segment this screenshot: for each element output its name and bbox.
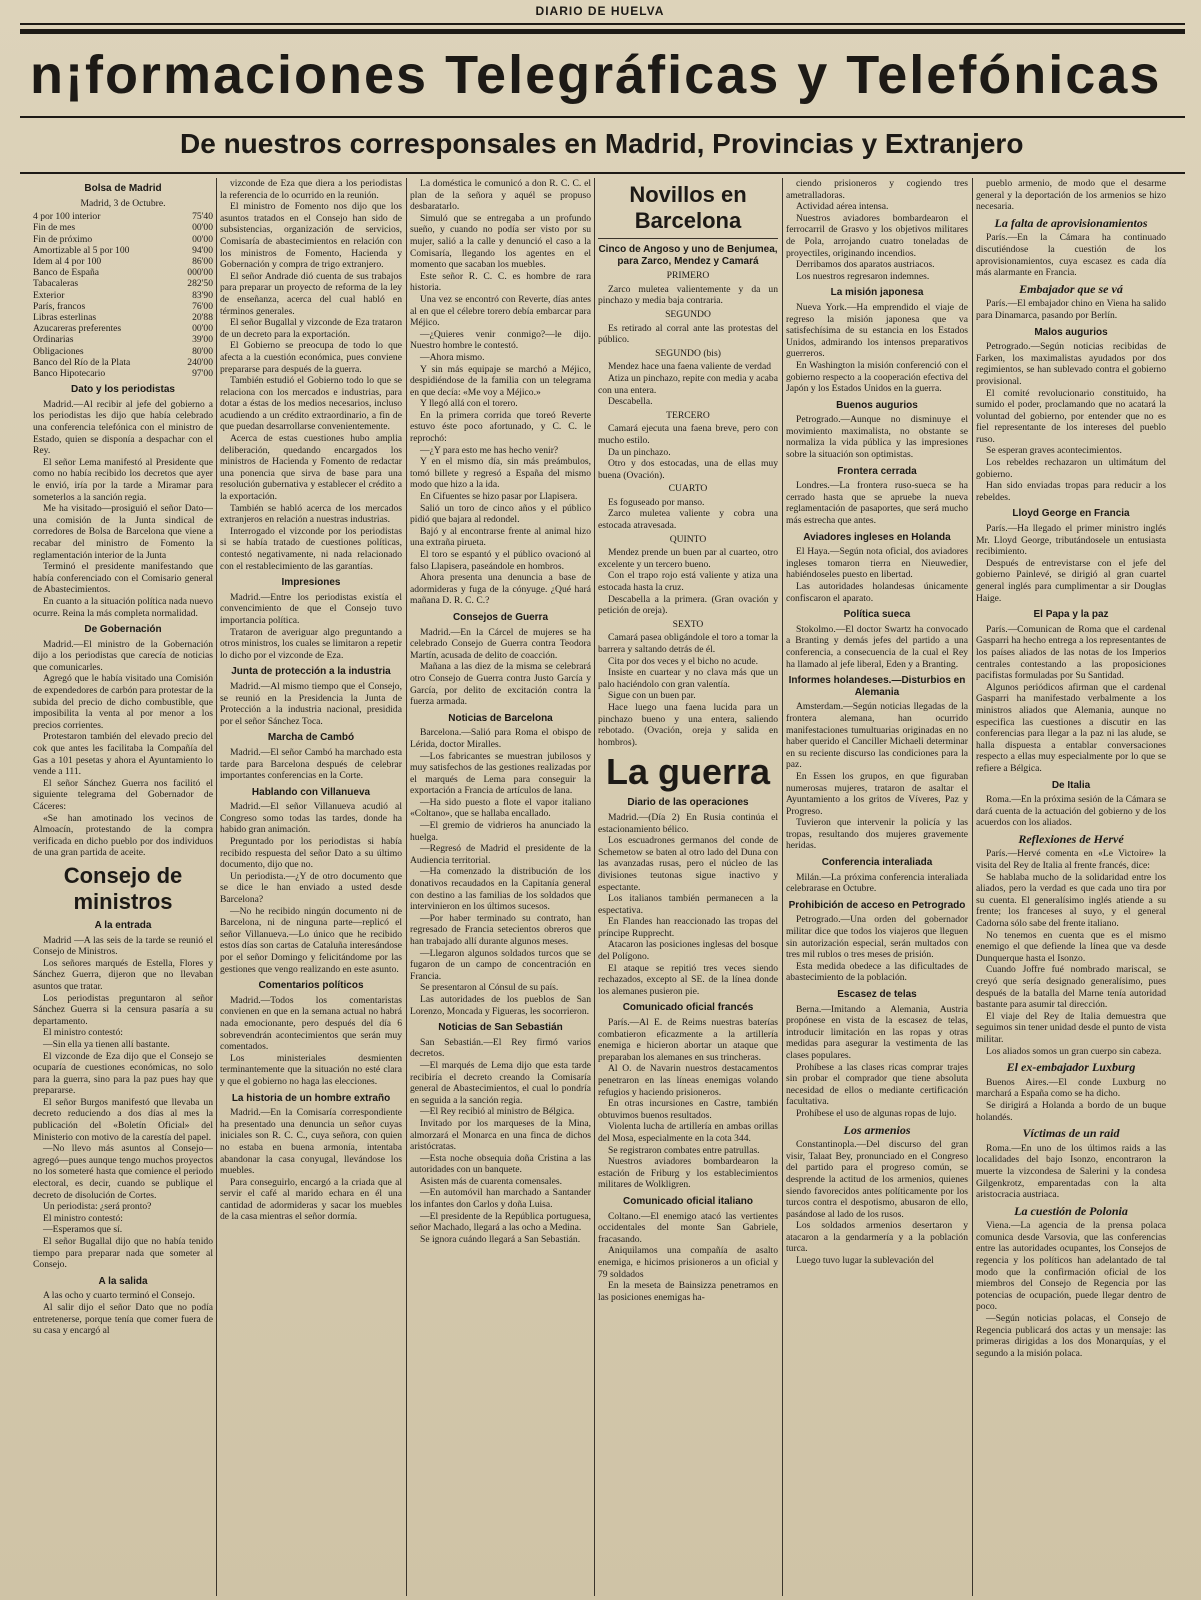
paragraph: El señor Sánchez Guerra nos facilitó el siguiente telegrama del Gobernador de Cáceres: xyxy=(33,777,213,813)
paragraph: En otras incursiones en Castre, también obtuvimos buenos resultados. xyxy=(598,1098,778,1121)
paragraph: Madrid.—(Día 2) En Rusia continúa el estacionamiento bélico. xyxy=(598,811,778,835)
paragraph: Atiza un pinchazo, repite con media y acaba con una entera. xyxy=(598,372,778,396)
stock-name: Idem al 4 por 100 xyxy=(33,256,102,267)
stock-value: 240'00 xyxy=(187,356,213,368)
table-row xyxy=(33,301,213,312)
paragraph: El ataque se repitió tres veces siendo rechazados, excepto al SE. de la línea donde los alemanes pusieron pie. xyxy=(598,962,778,997)
paragraph: Otro y dos estocadas, una de ellas muy buena (Ovación). xyxy=(598,458,778,481)
paragraph: Una vez se encontró con Reverte, días antes al en que el célebre torero debía embarcar para Méjico. xyxy=(410,293,591,329)
paragraph: Descabella. xyxy=(608,396,653,408)
paragraph: Nuestros aviadores bombardearon la estación de Friburg y los establecimientos militares de Wolkligren. xyxy=(598,1156,778,1191)
paragraph: Aniquilamos una compañía de asalto enemiga, e hicimos prisioneros a un oficial y 79 soldados xyxy=(598,1245,778,1280)
stock-name: Banco del Río de la Plata xyxy=(33,356,131,368)
paragraph: Tuvieron que intervenir la policía y las tropas, resultando dos mujeres gravemente heridas. xyxy=(786,817,968,852)
paragraph: Las autoridades de los pueblos de San Lorenzo, Moncada y Figueras, les socorrieron. xyxy=(410,993,591,1017)
paragraph: Zarco muletea valiente y cobra una estocada atravesada. xyxy=(598,508,778,532)
table-row xyxy=(33,290,213,301)
section-heading: Embajador que se vá xyxy=(1019,281,1123,296)
paragraph: —Los fabricantes se muestran jubilosos y muy satisfechos de las gestiones realizadas por el marqués de Lema para conseguir la exportación a Francia de artículos de lana. xyxy=(410,750,591,797)
section-heading: Comunicado oficial francés xyxy=(622,1002,754,1014)
paragraph: Roma.—En uno de los últimos raids a las localidades del bajo Isonzo, encontraron la muerte la vizcondesa de Salerini y la condesa Gilgenkrotz, emparentadas con la alta aristocracia austriaca. xyxy=(976,1142,1166,1201)
paragraph: ciendo prisioneros y cogiendo tres ametralladoras. xyxy=(786,178,968,201)
table-row xyxy=(33,368,213,379)
paragraph: Hace luego una faena lucida para un pinchazo bueno y una entera, saliendo rebotado. (Ovación, oreja y salida en hombros). xyxy=(598,701,778,748)
bull-title: PRIMERO xyxy=(666,270,710,282)
bull-title: QUINTO xyxy=(669,533,707,545)
paragraph: Buenos Aires.—El conde Luxburg no marchará a España como se ha dicho. xyxy=(976,1076,1166,1100)
section-heading: La cuestión de Polonia xyxy=(1014,1203,1128,1218)
paragraph: Camará pasea obligándole el toro a tomar la barrera y saltando detrás de él. xyxy=(598,632,778,655)
section-heading: Lloyd George en Francia xyxy=(1012,508,1130,520)
stock-value: 39'00 xyxy=(192,334,213,346)
paragraph: París.—Comunican de Roma que el cardenal Gasparri ha hecho entrega a los representantes de los países aliados de las notas de los Imperios centrales contestando a las proposiciones pacifistas formuladas por Su Santidad. xyxy=(976,623,1166,682)
paragraph: Madrid.—En la Cárcel de mujeres se ha celebrado Consejo de Guerra contra Teodora Martín, acusada de delito de coacción. xyxy=(410,626,591,661)
paragraph: Preguntado por los periodistas si había recibido respuesta del señor Dato a su último documento, dijo que no. xyxy=(220,836,402,871)
paragraph: Camará ejecuta una faena breve, pero con mucho estilo. xyxy=(598,423,778,446)
paragraph: —Llegaron algunos soldados turcos que se fugaron de un campo de concentración en Francia. xyxy=(410,947,591,982)
paragraph: Y en el mismo día, sin más preámbulos, tomó billete y regresó a España del mismo modo que hizo a la ida. xyxy=(410,456,591,491)
paragraph: Atacaron las posiciones inglesas del bosque del Polígono. xyxy=(598,939,778,963)
paragraph: El señor Bugallal dijo que no había tenido tiempo para preparar nada que someter al Consejo. xyxy=(33,1236,213,1271)
paragraph: Stokolmo.—El doctor Swartz ha convocado a Branting y demás jefes del partido a una conferencia, a consecuencia de la cual el Rey ha llamado al jefe liberal, Eden y a Branting. xyxy=(786,623,968,670)
bull-title: CUARTO xyxy=(668,483,708,495)
paragraph: Han sido enviadas tropas para reducir a los rebeldes. xyxy=(976,480,1166,503)
paragraph: En Essen los grupos, en que figuraban numerosas mujeres, trataron de asaltar el Ayuntamiento a los gritos de Víveres, Paz y Progreso. xyxy=(786,770,968,817)
section-heading: La misión japonesa xyxy=(830,287,924,299)
column-6 xyxy=(976,178,1166,1596)
main-headline: n¡formaciones Telegráficas y Telefónicas xyxy=(30,45,1162,105)
section-heading: Impresiones xyxy=(281,577,341,589)
paragraph: En la meseta de Bainsizza penetramos en las posiciones enemigas ha- xyxy=(598,1280,778,1303)
war-headline: La guerra xyxy=(605,751,771,793)
section-heading: Buenos augurios xyxy=(836,399,918,411)
paragraph: Se registraron combates entre patrullas. xyxy=(608,1144,760,1156)
paragraph: Cuando Joffre fué nombrado mariscal, se creyó que sería designado generalísimo, pues después de la batalla del Marne tenía autoridad bastante para asumir tal dirección. xyxy=(976,964,1166,1011)
section-heading-large: Consejo de ministros xyxy=(63,862,183,914)
table-row xyxy=(33,256,213,267)
paragraph: —¿Quieres venir conmigo?—le dijo. Nuestro hombre le contestó. xyxy=(410,328,591,352)
section-heading: El ex-embajador Luxburg xyxy=(1006,1060,1136,1075)
paragraph: Terminó el presidente manifestando que había conferenciado con el Comisario general de Abastecimientos. xyxy=(33,561,213,596)
paragraph: Cita por dos veces y el bicho no acude. xyxy=(608,655,758,667)
bull-title: SEGUNDO (bis) xyxy=(655,347,721,359)
paragraph: Un periodista: ¿será pronto? xyxy=(43,1201,152,1213)
section-heading: Reflexiones de Hervé xyxy=(1018,831,1124,846)
column-5 xyxy=(786,178,968,1596)
section-heading: Prohibición de acceso en Petrogrado xyxy=(788,899,966,911)
section-heading: La historia de un hombre extraño xyxy=(231,1092,391,1104)
table-row xyxy=(33,312,213,323)
paragraph: Nuestros aviadores bombardearon el ferrocarril de Grasvo y los objetivos militares de Pola, arrojando cuatro toneladas de proyectiles, originando incendios. xyxy=(786,212,968,259)
column-divider xyxy=(972,178,973,1596)
paragraph: Los italianos también permanecen a la espectativa. xyxy=(598,893,778,916)
stock-value: 83'90 xyxy=(192,289,213,301)
top-rule xyxy=(20,23,1185,25)
section-heading: Malos augurios xyxy=(1034,326,1108,338)
column-divider xyxy=(406,178,407,1596)
section-heading: Noticias de San Sebastián xyxy=(438,1022,563,1034)
paragraph: «Se han amotinado los vecinos de Almoacín, protestando de la compra verificada en dicho pueblo por dos individuos de una gran partida de aceite. xyxy=(33,812,213,859)
column-1 xyxy=(33,178,213,1596)
masthead: DIARIO DE HUELVA xyxy=(535,4,665,18)
section-heading: Informes holandeses.—Disturbios en Alemania xyxy=(788,675,966,698)
section-heading: A la entrada xyxy=(94,919,152,931)
paragraph: El toro se espantó y el público ovacionó al falso Llapisera, paseándole en hombros. xyxy=(410,549,591,572)
paragraph: Se dirigirá a Holanda a bordo de un buque holandés. xyxy=(976,1099,1166,1123)
section-heading-large: Novillos en Barcelona xyxy=(629,182,747,233)
section-heading: Comentarios políticos xyxy=(258,980,364,992)
stock-name: Tabacaleras xyxy=(33,278,79,290)
paragraph: París.—El embajador chino en Viena ha salido para Dinamarca, pasando por Berlín. xyxy=(976,298,1166,321)
sub-headline: De nuestros corresponsales en Madrid, Provincias y Extranjero xyxy=(180,128,1024,159)
headline-rule xyxy=(20,116,1185,118)
paragraph: Los nuestros regresaron indemnes. xyxy=(796,270,930,282)
paragraph: —Según noticias polacas, el Consejo de Regencia publicará dos actas y un mensaje: las primeras dirigidas a los dos Monarquías, y el segundo a la misión polaca. xyxy=(976,1313,1166,1359)
paragraph: Los soldados armenios desertaron y atacaron a la gendarmería y a la población turca. xyxy=(786,1220,968,1255)
paragraph: El ministro contestó: xyxy=(43,1027,123,1039)
paragraph: Amsterdam.—Según noticias llegadas de la frontera alemana, han ocurrido manifestaciones tumultuarias originadas en no haber querido el Canciller Michaeli determinar en su reciente discurso las condiciones para la paz. xyxy=(786,701,968,771)
paragraph: Barcelona.—Salió para Roma el obispo de Lérida, doctor Miralles. xyxy=(410,727,591,750)
paragraph: Viena.—La agencia de la prensa polaca comunica desde Varsovia, que las conferencias entre las autoridades ocupantes, los Consejos de regencia y los políticos han adelantado de tal modo que la confirmación oficial de los miembros del Consejo de Regencia por las potencias de ocupación, puede llegar dentro de poco. xyxy=(976,1220,1166,1313)
paragraph: Derribamos dos aparatos austriacos. xyxy=(796,259,935,271)
paragraph: —Esperamos que sí. xyxy=(43,1224,123,1236)
paragraph: vizconde de Eza que diera a los periodistas la referencia de lo ocurrido en la reunión. xyxy=(220,178,402,201)
column-2 xyxy=(220,178,402,1596)
section-heading: El Papa y la paz xyxy=(1033,609,1109,621)
stock-table xyxy=(33,211,213,379)
paragraph: Invitado por los marqueses de la Mina, almorzará el Monarca en una finca de dichos aristócratas. xyxy=(410,1117,591,1153)
paragraph: Las autoridades holandesas únicamente confiscaron el aparato. xyxy=(786,581,968,604)
paragraph: —En automóvil han marchado a Santander los infantes don Carlos y doña Luisa. xyxy=(410,1187,591,1211)
paragraph: A las ocho y cuarto terminó el Consejo. xyxy=(43,1290,195,1302)
paragraph: Los rebeldes rechazaron un ultimátum del gobierno. xyxy=(976,457,1166,480)
section-heading: De Italia xyxy=(1051,779,1091,791)
table-row xyxy=(33,211,213,222)
paragraph: —Ha comenzado la distribución de los donativos recaudados en la Capitanía general con destino a las familias de los soldados que intervinieron en los últimos sucesos. xyxy=(410,866,591,913)
paragraph: El ministro de Fomento nos dijo que los asuntos tratados en el Consejo han sido de subsistencias, organización de servicios, Comisaría de abastecimientos en relación con los ministros de Fomento, Hacienda y Gobernación y compra de trigo extranjero. xyxy=(220,201,402,271)
column-3 xyxy=(410,178,591,1596)
paragraph: Los escuadrones germanos del conde de Schemetow se baten al otro lado del Duna con las avanzadas rusas, pero el núcleo de las divisiones teutonas sigue inactivo y espectante. xyxy=(598,835,778,893)
section-heading: Dato y los periodistas xyxy=(71,384,175,396)
paragraph: Madrid.—Al recibir al jefe del gobierno a los periodistas les dijo que había celebrado una conferencia telefónica con el ministro de Estado, quien se disponía a despachar con el Rey. xyxy=(33,398,213,457)
paragraph: Este señor R. C. C. es hombre de rara historia. xyxy=(410,270,591,294)
paragraph: Luego tuvo lugar la sublevación del xyxy=(796,1255,934,1267)
paragraph: Actividad aérea intensa. xyxy=(796,201,889,213)
paragraph: El Haya.—Según nota oficial, dos aviadores ingleses tomaron tierra en Nieuwedier, habiéndoseles puesto en libertad. xyxy=(786,546,968,581)
paragraph: En Flandes han reaccionado las tropas del príncipe Rupprecht. xyxy=(598,916,778,939)
paragraph: Violenta lucha de artillería en ambas orillas del Mosa, especialmente en la cota 344. xyxy=(598,1121,778,1144)
paragraph: París.—Hervé comenta en «Le Victoire» la visita del Rey de Italia al frente francés, dice: xyxy=(976,848,1166,872)
stock-value: 00'00 xyxy=(192,233,213,245)
paragraph: Petrogrado.—Según noticias recibidas de Farken, los maximalistas ayudados por dos regimientos, se han sublevado contra el gobierno provisional. xyxy=(976,341,1166,387)
paragraph: Agregó que le había visitado una Comisión de expendedores de carbón para protestar de la subida del precio de dicho combustible, que imposibilita la venta al por menor a los precios corrientes. xyxy=(33,673,213,731)
paragraph: —Esta noche obsequia doña Cristina a las autoridades con un banquete. xyxy=(410,1152,591,1176)
paragraph: En la primera corrida que toreó Reverte estuvo éste poco afortunado, y C. C. le reprochó: xyxy=(410,409,591,445)
paragraph: —Sin ella ya tienen allí bastante. xyxy=(43,1038,170,1050)
bull-title: SEGUNDO xyxy=(665,308,711,320)
paragraph: Interrogado el vizconde por los periodistas si se había tratado de cuestiones políticas, contestó negativamente, ni nada relacionado con el restablecimiento de las garantías. xyxy=(220,525,402,572)
paragraph: Madrid.—El señor Villanueva acudió al Congreso somo todas las tardes, donde ha habido gran animación. xyxy=(220,801,402,836)
paragraph: Acerca de estas cuestiones hubo amplia deliberación, quedando encargados los ministros de Hacienda y Fomento de redactar una ponencia que sirva de base para una resolución gubernativa y establecer el crédito a la exportación. xyxy=(220,433,402,503)
bull-title: SEXTO xyxy=(672,618,704,630)
column-divider xyxy=(782,178,783,1596)
paragraph: Me ha visitado—prosiguió el señor Dato—una comisión de la Junta sindical de corredores de Bolsa de Barcelona que viene a recabar del ministro de Fomento la reglamentación interior de la Junta xyxy=(33,503,213,561)
paragraph: —Por haber terminado su contrato, han regresado de Francia setecientos obreros que han trabajado allí durante algunos meses. xyxy=(410,912,591,947)
section-heading: Escasez de telas xyxy=(837,989,917,1000)
paragraph: París.—Al E. de Reims nuestras baterías combatieron eficazmente a la artillería enemiga e hicieron abortar un ataque que preparaban los alemanes en sus trincheras. xyxy=(598,1017,778,1063)
paragraph: Esta medida obedece a las dificultades de abastecimiento de la población. xyxy=(786,960,968,984)
section-heading: Política sueca xyxy=(843,609,911,621)
paragraph: —Regresó de Madrid el presidente de la Audiencia territorial. xyxy=(410,843,591,866)
paragraph: Petrogrado.—Aunque no disminuye el movimiento maximalista, no obstante se normaliza la vida pública y las impresiones sobre la situación son optimistas. xyxy=(786,414,968,461)
paragraph: El señor Bugallal y vizconde de Eza trataron de un decreto para la exportación. xyxy=(220,317,402,340)
paragraph: Después de entrevistarse con el jefe del gobierno Painlevé, se dirigió al gran cuartel general inglés para cumplimentar a sir Douglas Haige. xyxy=(976,557,1166,604)
paragraph: El viaje del Rey de Italia demuestra que seguimos sin tener unidad desde el punto de vista militar. xyxy=(976,1010,1166,1045)
stock-name: Banco de España xyxy=(33,267,100,279)
sub-rule xyxy=(20,172,1185,174)
paragraph: Ahora presenta una denuncia a base de adormideras y fuga de la cónyuge. ¿Qué hará mañana D. R. C. C.? xyxy=(410,572,591,607)
section-heading: Bolsa de Madrid xyxy=(84,183,162,194)
stock-name: 4 por 100 interior xyxy=(33,211,101,223)
paragraph: —El gremio de vidrieros ha anunciado la huelga. xyxy=(410,820,591,843)
paragraph: Se esperan graves acontecimientos. xyxy=(986,445,1122,457)
paragraph: Y sin más equipaje se marchó a Méjico, despidiéndose de la familia con un telegrama en que decía: «Me voy a Méjico.» xyxy=(410,363,591,398)
section-heading: De Gobernación xyxy=(84,624,162,636)
table-row xyxy=(33,222,213,233)
section-heading: Hablando con Villanueva xyxy=(251,786,371,798)
paragraph: París.—En la Cámara ha continuado discutiéndose la cuestión de los aprovisionamientos, cuya escasez es cada día más alarmante en Francia. xyxy=(976,232,1166,279)
divider xyxy=(598,238,778,239)
paragraph: Los aliados somos un gran cuerpo sin cabeza. xyxy=(986,1045,1162,1057)
stock-name: Libras esterlinas xyxy=(33,312,97,324)
paragraph: pueblo armenio, de modo que el desarme general y la deportación de los armenios se hizo necesaria. xyxy=(976,178,1166,213)
top-rule-thick xyxy=(20,29,1185,34)
table-row xyxy=(33,357,213,368)
paragraph: En Cifuentes se hizo pasar por Llapisera. xyxy=(420,491,578,503)
stock-name: Banco Hipotecario xyxy=(33,368,106,380)
paragraph: En cuanto a la situación política nada nuevo ocurre. Reina la más completa normalidad. xyxy=(33,595,213,619)
paragraph: —El marqués de Lema dijo que esta tarde recibiría el decreto creando la Comisaría general de Abastecimientos, el cual lo pondría en seguida a la sanción regia. xyxy=(410,1059,591,1106)
paragraph: —Ahora mismo. xyxy=(420,351,485,363)
paragraph: —No he recibido ningún documento ni de Barcelona, ni de ninguna parte—replicó el señor Villanueva.—Lo único que he recibido estos días son cartas de Cataluña interesándose por el señor Domingo y felicitándome por las gestiones que vengo realizando en este asunto. xyxy=(220,905,402,975)
paragraph: Se ignora cuándo llegará a San Sebastián. xyxy=(420,1233,581,1245)
paragraph: Algunos periódicos afirman que el cardenal Gasparri ha manifestado verbalmente a los ministros aliados que Alemania, aunque no especifica las cuestiones a discutir en las conferencias para llegar a la paz ni las alude, se halla dispuesta a entablar conversaciones respecto a ellas muy especialmente por lo que se refiere a Bélgica. xyxy=(976,681,1166,774)
paragraph: Se presentaron al Cónsul de su país. xyxy=(420,982,559,994)
paragraph: El ministro contestó: xyxy=(43,1212,123,1224)
stock-name: Ordinarias xyxy=(33,334,74,346)
column-4 xyxy=(598,178,778,1596)
paragraph: Milán.—La próxima conferencia interaliada celebrarase en Octubre. xyxy=(786,871,968,895)
paragraph: San Sebastián.—El Rey firmó varios decretos. xyxy=(410,1036,591,1060)
paragraph: Los periodistas preguntaron al señor Sánchez Guerra si la censura pasaría a su departamento. xyxy=(33,992,213,1027)
paragraph: —¿Y para esto me has hecho venir? xyxy=(420,444,559,456)
paragraph: —Ha sido puesto a flote el vapor italiano «Coltano», que se hallaba encallado. xyxy=(410,796,591,820)
stock-value: 94'00 xyxy=(192,244,213,256)
table-row xyxy=(33,334,213,345)
paragraph: El señor Andrade dió cuenta de sus trabajos para preparar un proyecto de reforma de la ley de enseñanza, acerca del cual habló en términos generales. xyxy=(220,270,402,317)
paragraph: Al salir dijo el señor Dato que no podía entretenerse, porque tenía que comer fuera de su casa y encargó al xyxy=(33,1301,213,1337)
paragraph: Es foguseado por manso. xyxy=(608,496,705,508)
section-heading: Víctimas de un raid xyxy=(1022,1126,1120,1141)
stock-value: 282'50 xyxy=(187,278,213,290)
section-heading: Los armenios xyxy=(843,1122,911,1137)
paragraph: Mañana a las diez de la misma se celebrará otro Consejo de Guerra contra Justo García y García, por delito de excitación contra la fuerza armada. xyxy=(410,661,591,708)
stock-name: Fin de próximo xyxy=(33,233,93,245)
paragraph: Petrogrado.—Una orden del gobernador militar dice que todos los viajeros que lleguen sin autorización especial, serán multados con tres mil rublos o tres meses de prisión. xyxy=(786,914,968,961)
stock-name: Amortizable al 5 por 100 xyxy=(33,244,130,256)
paragraph: No tenemos en cuenta que es el mismo enemigo el que defiende la línea que va desde Dunquerque hasta el Isonzo. xyxy=(976,929,1166,964)
paragraph: Descabella a la primera. (Gran ovación y petición de oreja). xyxy=(598,593,778,617)
paragraph: —El presidente de la República portuguesa, señor Machado, llegará a las ocho a Medina. xyxy=(410,1210,591,1234)
table-row xyxy=(33,278,213,289)
stock-value: 000'00 xyxy=(187,267,213,279)
paragraph: Insiste en cuartear y no clava más que un palo haciéndolo con gran valentía. xyxy=(598,667,778,690)
section-heading: Conferencia interaliada xyxy=(821,857,933,869)
stock-value: 00'00 xyxy=(192,323,213,335)
table-row xyxy=(33,267,213,278)
paragraph: Da un pinchazo. xyxy=(608,446,671,458)
paragraph: Asisten más de cuarenta comensales. xyxy=(420,1175,562,1187)
paragraph: Madrid —A las seis de la tarde se reunió el Consejo de Ministros. xyxy=(33,934,213,958)
paragraph: Salió un toro de cinco años y el público pidió que bajara al redondel. xyxy=(410,502,591,526)
section-heading: Diario de las operaciones xyxy=(627,797,749,809)
paragraph: Con el trapo rojo está valiente y atiza una estocada hasta la cruz. xyxy=(598,570,778,594)
paragraph: El comité revolucionario constituido, ha sumido el poder, proclamando que no acatará la voluntad del gobierno, por entender que no es fiel representante de los intereses del pueblo ruso. xyxy=(976,387,1166,445)
paragraph: Al O. de Navarin nuestros destacamentos penetraron en las líneas enemigas volando refugios y haciendo prisioneros. xyxy=(598,1063,778,1098)
bull-title: TERCERO xyxy=(666,409,710,421)
column-divider xyxy=(594,178,595,1596)
paragraph: Un periodista.—¿Y de otro documento que se dice le han enviado a usted desde Barcelona? xyxy=(220,870,402,906)
stock-name: Exterior xyxy=(33,289,65,301)
paragraph: Protestaron también del elevado precio del cok que antes les facilitaba la Compañía del Gas a 101 pesetas y ahora el Ayuntamiento lo vende a 111. xyxy=(33,731,213,778)
paragraph: El señor Burgos manifestó que llevaba un decreto reduciendo a dos días al mes la publicación del «Boletín Oficial» del Ministerio con motivo de la carestía del papel. xyxy=(33,1096,213,1143)
paragraph: Madrid.—El ministro de la Gobernación dijo a los periodistas que carecía de noticias que comunicarles. xyxy=(33,638,213,673)
paragraph: Prohíbese el uso de algunas ropas de lujo. xyxy=(796,1107,957,1119)
table-row xyxy=(33,245,213,256)
section-heading: La falta de aprovisionamientos xyxy=(994,215,1148,230)
stock-value: 20'88 xyxy=(192,312,213,324)
paragraph: —El Rey recibió al ministro de Bélgica. xyxy=(420,1106,575,1118)
paragraph: Londres.—La frontera ruso-sueca se ha cerrado hasta que se apruebe la nueva reglamentación de pasaportes, que será mucho más estrecha que antes. xyxy=(786,480,968,527)
stock-value: 97'00 xyxy=(192,368,213,380)
section-heading: Frontera cerrada xyxy=(837,465,917,477)
section-heading: Marcha de Cambó xyxy=(267,732,355,744)
paragraph: El Gobierno se preocupa de todo lo que afecta a la cuestión económica, pues conviene prepararse para después de la guerra. xyxy=(220,340,402,375)
paragraph: Los ministeriales desmienten terminantemente que la situación no esté clara y que el gobierno no haga las elecciones. xyxy=(220,1052,402,1087)
section-heading: Comunicado oficial italiano xyxy=(622,1195,753,1207)
paragraph: Y llegó allá con el torero. xyxy=(420,398,518,410)
paragraph: En Washington la misión conferenció con el gobierno respecto a la cooperación efectiva del Japón y los Estados Unidos en la guerra. xyxy=(786,359,968,395)
column-divider xyxy=(216,178,217,1596)
paragraph: Constantinopla.—Del discurso del gran visir, Talaat Bey, pronunciado en el Congreso del partido para el progreso común, se desprende la actitud de los armenios, quienes siendo favorecidos antes políticamente por los turcos contra el despotismo, abusaron de ello, pasándose al lado de los rusos. xyxy=(786,1139,968,1220)
section-heading: Junta de protección a la industria xyxy=(231,666,391,678)
paragraph: Es retirado al corral ante las protestas del público. xyxy=(598,322,778,346)
paragraph: Roma.—En la próxima sesión de la Cámara se dará cuenta de la actuación del gobierno y de los acuerdos con los aliados. xyxy=(976,794,1166,829)
paragraph: Zarco muletea valientemente y da un pinchazo y media baja contraria. xyxy=(598,283,778,307)
paragraph: El señor Lema manifestó al Presidente que como no había recibido los decretos que ayer le envió, iría por la tarde a Miramar para someterlos a la sanción regia. xyxy=(33,456,213,503)
stock-value: 75'40 xyxy=(192,211,213,223)
stock-value: 76'00 xyxy=(192,300,213,312)
section-heading: Noticias de Barcelona xyxy=(448,712,553,724)
paragraph: Trataron de averiguar algo preguntando a otros ministros, los cuales se limitaron a repetir lo dicho por el vizconde de Eza. xyxy=(220,626,402,661)
paragraph: Prohíbese a las clases ricas comprar trajes sin probar el comprador que tiene absoluta necesidad de ellos o mediante certificación facultativa. xyxy=(786,1061,968,1108)
table-row xyxy=(33,323,213,334)
paragraph: Coltano.—El enemigo atacó las vertientes occidentales del monte San Gabriele, fracasando. xyxy=(598,1210,778,1245)
paragraph: Los señores marqués de Estella, Flores y Sánchez Guerra, dijeron que no llevaban asuntos que tratar. xyxy=(33,957,213,992)
stock-name: París, francos xyxy=(33,300,86,312)
stock-name: Azucareras preferentes xyxy=(33,323,122,335)
paragraph: Simuló que se entregaba a un profundo sueño, y cuando no podía ser visto por su mujer, salió a la calle y denunció el caso a la Comisaría, llegando los agentes en el momento que sacaban los muebles. xyxy=(410,212,591,271)
section-heading: Aviadores ingleses en Holanda xyxy=(803,531,951,543)
paragraph: Madrid.—En la Comisaría correspondiente ha presentado una denuncia un señor cuyas iniciales son R. C. C., cuya señora, con quien no estaba en buena armonía, intentaba abandonar la casa conyugal, llevándose los muebles. xyxy=(220,1107,402,1177)
stock-value: 86'00 xyxy=(192,256,213,267)
section-heading: Cinco de Angoso y uno de Benjumea, para Zarco, Mendez y Camará xyxy=(598,244,778,267)
section-heading: A la salida xyxy=(98,1275,148,1287)
paragraph: El vizconde de Eza dijo que el Consejo se ocuparía de cuestiones económicas, no solo para la guerra, sino para la paz pues hay que prepararse. xyxy=(33,1050,213,1097)
paragraph: Sigue con un buen par. xyxy=(608,690,696,702)
table-row xyxy=(33,234,213,245)
table-row xyxy=(33,346,213,357)
paragraph: Se hablaba mucho de la solidaridad entre los aliados, pero la verdad es que cada uno tira por su cuenta. El generalísimo inglés atiende a su frente; los franceses al suyo, y el general Cadorna sólo sabe del frente italiano. xyxy=(976,871,1166,930)
paragraph: —No llevo más asuntos al Consejo—agregó—pues aunque tengo muchos proyectos no los someteré hasta que comience el periodo electoral, es decir, cuando se publique el decreto de disolución de Cortes. xyxy=(33,1143,213,1201)
paragraph: Mendez hace una faena valiente de verdad xyxy=(608,361,772,373)
stock-value: 80'00 xyxy=(192,345,213,357)
paragraph: Madrid.—Todos los comentaristas convienen en que en la semana actual no habrá nada emocionante, pero después del día 6 sobrevendrán acontecimientos que serán muy comentados. xyxy=(220,994,402,1053)
paragraph: Nueva York.—Ha emprendido el viaje de regreso la misión japonesa que va satisfechísima de su estancia en los Estados Unidos, admirando los intensos preparativos guerreros. xyxy=(786,301,968,360)
stock-value: 00'00 xyxy=(192,222,213,234)
paragraph: Madrid.—El señor Cambó ha marchado esta tarde para Barcelona después de celebrar importantes conferencias en la Corte. xyxy=(220,746,402,782)
paragraph: París.—Ha llegado el primer ministro inglés Mr. Lloyd George, tributándosele un entusiasta recibimiento. xyxy=(976,523,1166,558)
paragraph: También estudió el Gobierno todo lo que se relaciona con los mercados e industrias, para dotar a éstas de los medios necesarios, incluso acudiendo a un crédito extraordinario, a fin de que puedan desarrollarse convenientemente. xyxy=(220,375,402,433)
stock-name: Fin de mes xyxy=(33,222,76,234)
paragraph: Bajó y al encontrarse frente al animal hizo una extraña pirueta. xyxy=(410,525,591,549)
section-heading: Consejos de Guerra xyxy=(452,611,549,623)
stock-name: Obligaciones xyxy=(33,345,84,357)
paragraph: Berna.—Imitando a Alemania, Austria propónese en vista de la escasez de telas, introducir limitación en las ropas y otras medidas para asegurar la vestimenta de las clases populares. xyxy=(786,1003,968,1061)
paragraph: También se habló acerca de los mercados extranjeros en relación a nuestras industrias. xyxy=(220,502,402,526)
dateline: Madrid, 3 de Octubre. xyxy=(80,197,166,209)
paragraph: Mendez prende un buen par al cuarteo, otro excelente y un tercero bueno. xyxy=(598,547,778,570)
paragraph: Madrid.—Entre los periodistas existía el convencimiento de que el Consejo tuvo importancia política. xyxy=(220,591,402,626)
paragraph: Para conseguirlo, encargó a la criada que al servir el café al marido echara en él una cantidad de adormideras y sacar los muebles de la casa mientras el señor dormía. xyxy=(220,1176,402,1223)
paragraph: La doméstica le comunicó a don R. C. C. el plan de la señora y aquél se propuso desbaratarlo. xyxy=(410,178,591,213)
paragraph: Madrid.—Al mismo tiempo que el Consejo, se reunió en la Presidencia la Junta de Protección a la industria nacional, presidida por el señor Sánchez Toca. xyxy=(220,680,402,727)
